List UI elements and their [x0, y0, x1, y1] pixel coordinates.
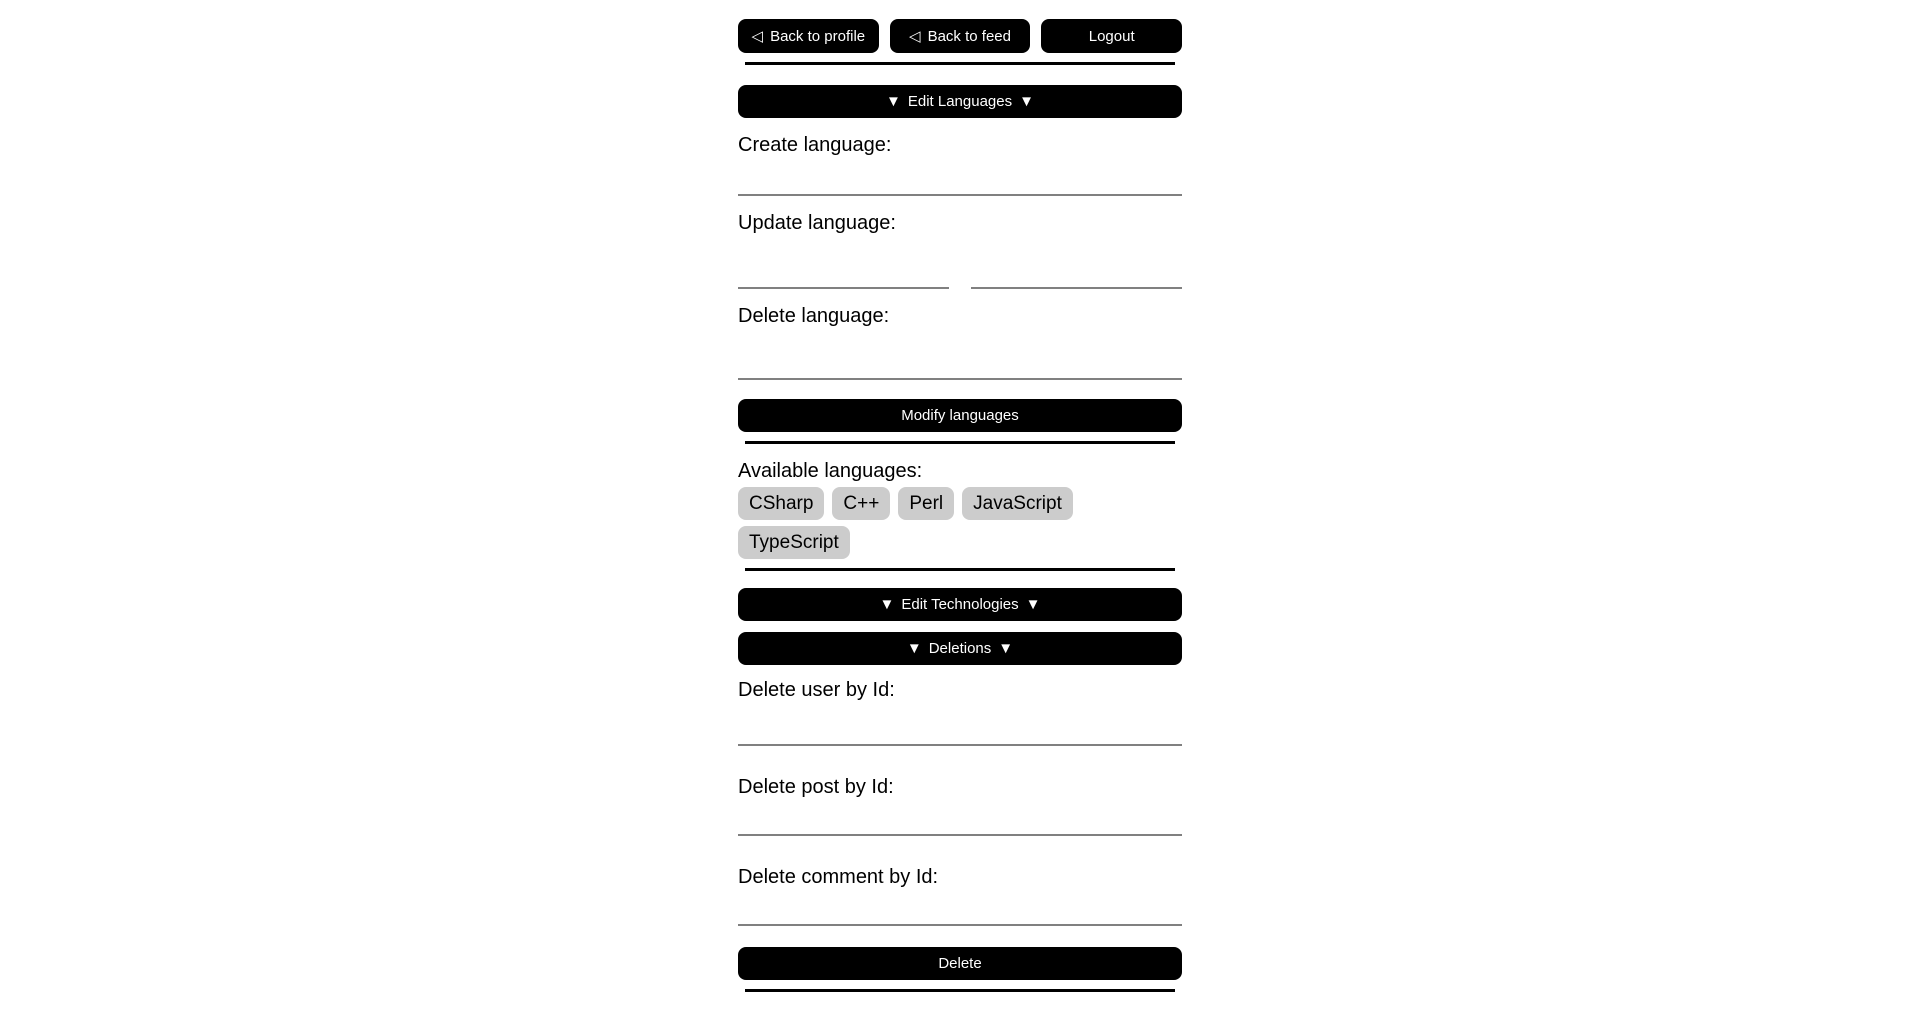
modify-languages-button[interactable] [738, 399, 1182, 432]
language-chip-cpp[interactable]: C++ [832, 487, 890, 520]
admin-panel [738, 0, 1182, 992]
back-to-feed-button[interactable] [890, 19, 1031, 53]
section-divider [745, 989, 1175, 992]
modify-languages-label: Modify languages [901, 407, 1019, 424]
delete-button[interactable] [738, 947, 1182, 980]
edit-languages-toggle[interactable] [738, 85, 1182, 118]
back-icon: ◁ [909, 27, 921, 45]
logout-label: Logout [1088, 27, 1135, 45]
language-chip-typescript[interactable]: TypeScript [738, 526, 850, 559]
back-to-profile-label: Back to profile [770, 27, 866, 45]
section-divider [745, 441, 1175, 444]
back-icon: ◁ [751, 27, 764, 45]
delete-user-id-input[interactable] [738, 709, 1182, 746]
chevron-down-icon: ▼ [1025, 596, 1041, 613]
edit-languages-toggle-label: Edit Languages [907, 93, 1013, 110]
toolbar [738, 19, 1182, 53]
delete-language-input[interactable] [738, 343, 1182, 380]
delete-post-id-input[interactable] [738, 799, 1182, 836]
section-divider [745, 62, 1175, 65]
delete-comment-label: Delete comment by Id: [738, 866, 939, 888]
delete-language-label: Delete language: [738, 305, 890, 327]
available-languages-label: Available languages: [738, 460, 923, 482]
delete-comment-id-input[interactable] [738, 889, 1182, 926]
deletions-toggle[interactable] [738, 632, 1182, 665]
language-chip-javascript[interactable]: JavaScript [962, 487, 1073, 520]
section-divider [745, 568, 1175, 571]
update-language-label: Update language: [738, 212, 896, 234]
delete-button-label: Delete [938, 955, 982, 972]
create-language-label: Create language: [738, 134, 892, 156]
chevron-down-icon: ▼ [886, 93, 901, 110]
delete-user-label: Delete user by Id: [738, 679, 895, 701]
available-languages-list [738, 487, 1182, 559]
deletions-toggle-label: Deletions [928, 640, 992, 657]
chevron-down-icon: ▼ [1019, 93, 1034, 110]
edit-technologies-toggle-label: Edit Technologies [901, 596, 1019, 613]
language-chip-perl[interactable]: Perl [898, 487, 954, 520]
delete-post-label: Delete post by Id: [738, 776, 894, 798]
update-language-to-input[interactable] [971, 252, 1182, 289]
edit-technologies-toggle[interactable] [738, 588, 1182, 621]
chevron-down-icon: ▼ [879, 596, 895, 613]
back-to-profile-button[interactable] [738, 19, 879, 53]
update-language-inputs [738, 252, 1182, 289]
chevron-down-icon: ▼ [906, 640, 922, 657]
back-to-feed-label: Back to feed [927, 27, 1011, 45]
chevron-down-icon: ▼ [998, 640, 1014, 657]
update-language-from-input[interactable] [738, 252, 949, 289]
language-chip-csharp[interactable]: CSharp [738, 487, 824, 520]
create-language-input[interactable] [738, 157, 1182, 196]
logout-button[interactable] [1041, 19, 1182, 53]
